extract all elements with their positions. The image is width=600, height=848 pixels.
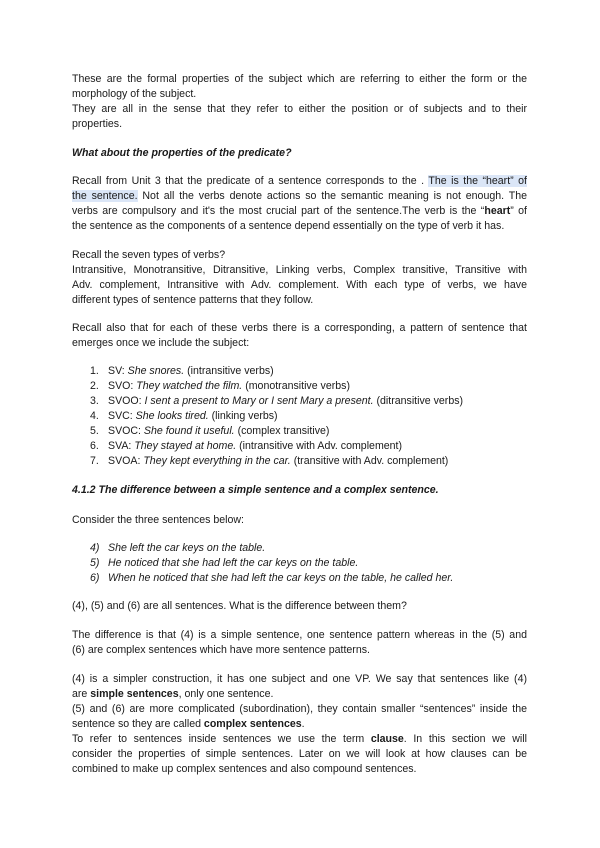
difference-line-1: The difference is that (4) is a simple sentence, one sentence pattern whereas in the (5) and [72,629,527,641]
pattern-item: 1. SV: She snores. (intransitive verbs) [90,365,274,377]
pattern-item: 5. SVOC: She found it useful. (complex transitive) [90,425,330,437]
recall-line-2: the sentence. Not all the verbs denote actions so the semantic meaning is not enough. The [72,190,527,202]
patterns-intro-line-2: emerges once we include the subject: [72,337,250,349]
final-line-7: combined to make up complex sentences and also compound sentences. [72,763,417,775]
recall-line-4: the sentence as the components of a sentence depend essentially on the type of verb it has. [72,220,505,232]
example-sentence: 5) He noticed that she had left the car keys on the table. [90,557,359,569]
recall-line-1: Recall from Unit 3 that the predicate of a sentence corresponds to the . The is the “heart” of [72,175,527,187]
pattern-item: 3. SVOO: I sent a present to Mary or I sent Mary a present. (ditransitive verbs) [90,395,464,407]
pattern-item: 7. SVOA: They kept everything in the car. (transitive with Adv. complement) [90,455,449,467]
pattern-item: 4. SVC: She looks tired. (linking verbs) [90,410,278,422]
predicate-heading: What about the properties of the predicate? [72,147,292,159]
verb-types-line-4: different types of sentence patterns that they follow. [72,294,314,306]
intro-line-3: They are all in the sense that they refer to either the position or of subjects and to their [72,103,527,115]
patterns-intro-line-1: Recall also that for each of these verbs there is a corresponding, a pattern of sentence that [72,322,527,334]
intro-line-2: morphology of the subject. [72,88,197,100]
example-sentence: 4) She left the car keys on the table. [90,542,266,554]
final-line-1: (4) is a simpler construction, it has one subject and one VP. We say that sentences like (4) [72,673,527,685]
verb-types-line-1: Recall the seven types of verbs? [72,249,226,261]
highlighted-text: the sentence. [72,190,138,202]
verb-types-line-2: Intransitive, Monotransitive, Ditransitive, Linking verbs, Complex transitive, Transitive with [72,264,527,276]
recall-line-3: verbs are compulsory and it's the most crucial part of the sentence.The verb is the “heart” of [72,205,528,217]
final-line-2: are simple sentences, only one sentence. [72,688,274,700]
consider-text: Consider the three sentences below: [72,514,244,526]
highlighted-text: The is the “heart” of [428,175,527,187]
section-heading: 4.1.2 The difference between a simple sentence and a complex sentence. [72,484,439,496]
final-line-3: (5) and (6) are more complicated (subordination), they contain smaller “sentences” inside the [72,703,527,715]
final-line-6: consider the properties of simple sentences. Later on we will look at how clauses can be [72,748,527,760]
intro-line-1: These are the formal properties of the subject which are referring to either the form or the [72,73,527,85]
final-line-4: sentence so they are called complex sentences. [72,718,305,730]
pattern-item: 6. SVA: They stayed at home. (intransitive with Adv. complement) [90,440,403,452]
question-text: (4), (5) and (6) are all sentences. What is the difference between them? [72,600,407,612]
example-sentence: 6) When he noticed that she had left the car keys on the table, he called her. [90,572,454,584]
difference-line-2: (6) are complex sentences which have more sentence patterns. [72,644,370,656]
pattern-item: 2. SVO: They watched the film. (monotransitive verbs) [90,380,350,392]
verb-types-line-3: Adv. complement, Intransitive with Adv. complement. With each type of verbs, we have [72,279,527,291]
final-line-5: To refer to sentences inside sentences we use the term clause. In this section we will [72,733,527,745]
intro-line-4: properties. [72,118,123,130]
